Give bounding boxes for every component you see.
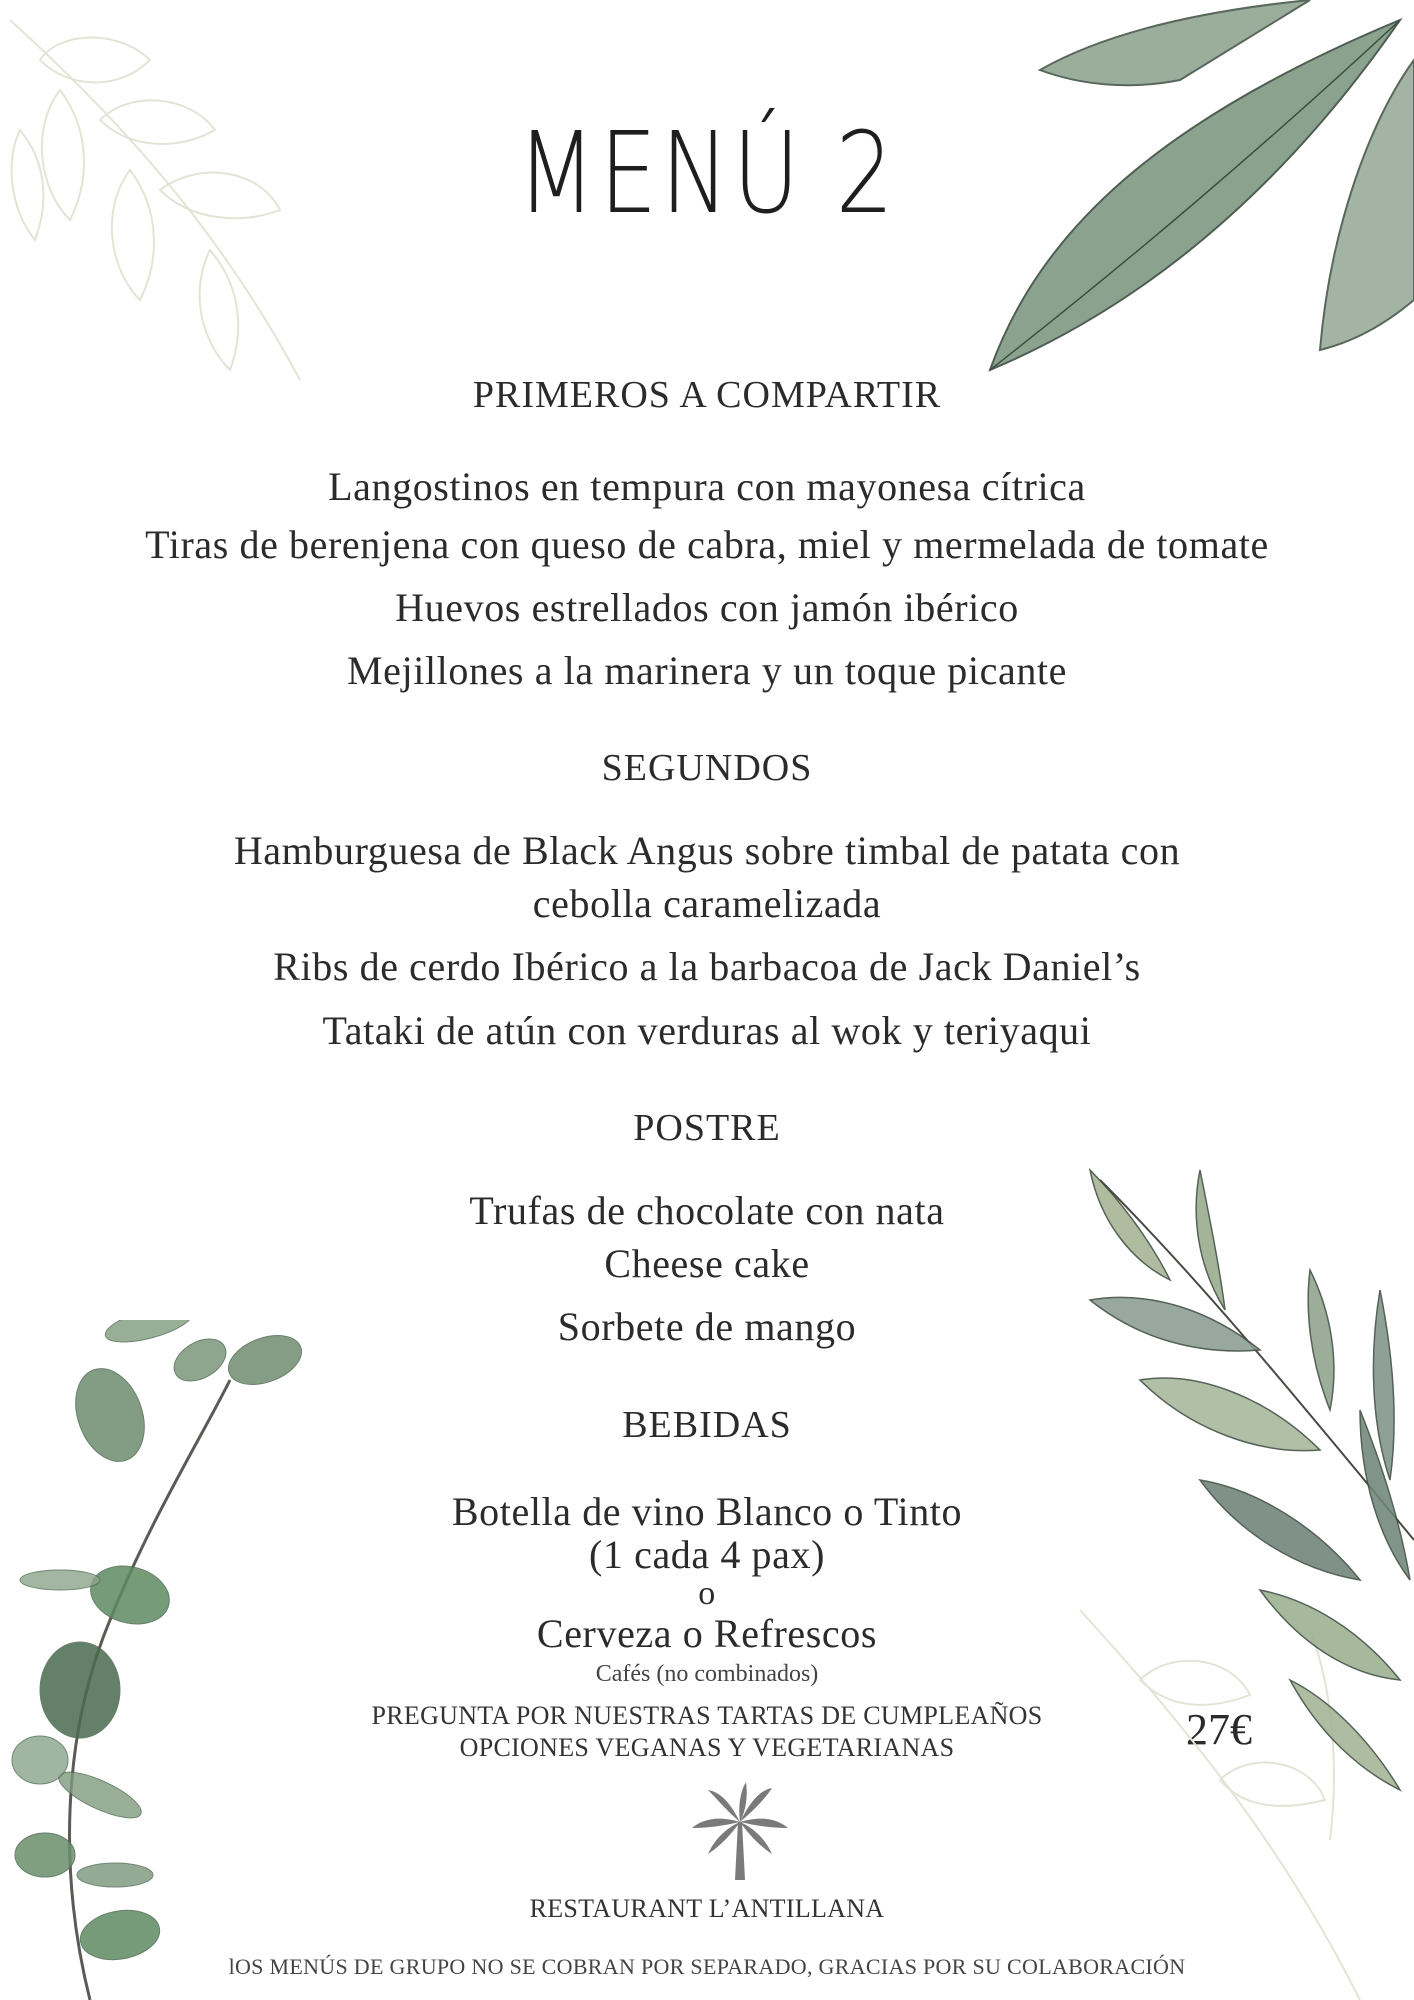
section-heading-bebidas: BEBIDAS [622,1404,792,1446]
dish-item: Huevos estrellados con jamón ibérico [395,585,1019,630]
section-heading-primeros: PRIMEROS A COMPARTIR [472,374,942,416]
palm-tree-icon [690,1782,790,1882]
dish-item: Cheese cake [604,1241,810,1286]
dish-item: cebolla caramelizada [532,881,882,926]
drink-item: (1 cada 4 pax) [588,1532,826,1577]
section-heading-postre: POSTRE [633,1107,781,1149]
menu-price: 27€ [1186,1705,1252,1754]
birthday-cakes-notice: PREGUNTA POR NUESTRAS TARTAS DE CUMPLEAÑOS [371,1701,1043,1730]
menu-title: MENÚ 2 [516,109,898,239]
watercolor-branch-bottom-left [0,1320,330,2000]
dish-item: Tataki de atún con verduras al wok y teriyaqui [322,1008,1092,1053]
dish-item: Trufas de chocolate con nata [469,1188,945,1233]
restaurant-name: RESTAURANT L’ANTILLANA [529,1894,885,1923]
drink-item: o [698,1575,716,1612]
dish-item: Tiras de berenjena con queso de cabra, miel y mermelada de tomate [145,522,1269,567]
vegan-options-notice: OPCIONES VEGANAS Y VEGETARIANAS [459,1733,955,1762]
section-heading-segundos: SEGUNDOS [601,747,813,789]
dish-item: Ribs de cerdo Ibérico a la barbacoa de Jack Daniel’s [273,944,1141,989]
drink-item: Cerveza o Refrescos [536,1611,878,1656]
drinks-note: Cafés (no combinados) [595,1661,819,1687]
footer-notice: lOS MENÚS DE GRUPO NO SE COBRAN POR SEPARADO, GRACIAS POR SU COLABORACIÓN [228,1954,1186,1979]
dish-item: Langostinos en tempura con mayonesa cítrica [328,464,1086,509]
drink-item: Botella de vino Blanco o Tinto [451,1489,963,1534]
dish-item: Hamburguesa de Black Angus sobre timbal de patata con [233,828,1181,873]
dish-item: Mejillones a la marinera y un toque picante [347,648,1067,693]
watercolor-leaves-bottom-right [1060,1160,1414,2000]
dish-item: Sorbete de mango [557,1304,857,1349]
